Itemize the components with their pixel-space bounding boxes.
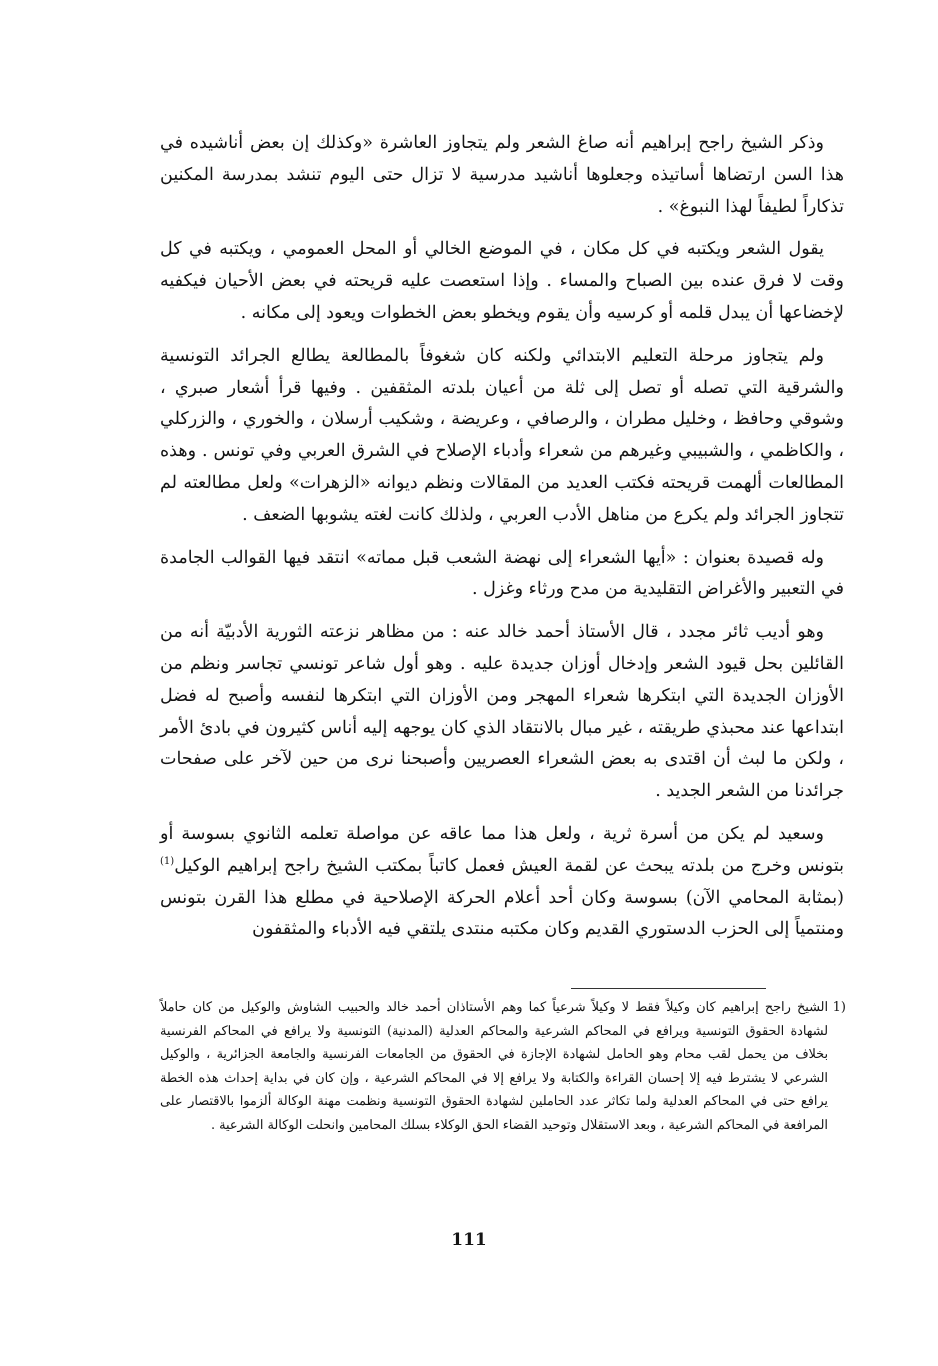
paragraph-4: وله قصيدة بعنوان : «أيها الشعراء إلى نهضة الشعب قبل مماته» انتقد فيها القوالب الجامدة في التعبير والأغراض التقليدية من مدح ورثاء وغزل . (160, 547, 844, 600)
paragraph-5: وهو أديب ثائر مجدد ، قال الأستاذ أحمد خالد عنه : من مظاهر نزعته الثورية الأدبيّة أنه من القائلين بحل قيود الشعر وإدخال أوزان جديدة عليه . وهو أول شاعر تونسي تجاسر ونظم من الأوزان الجديدة التي ابتكرها شعراء المهجر ومن الأوزان التي ابتكرها لنفسه وأصبح له فضل ابتداعها عند محبذي طريقته ، غير مبال بالانتقاد الذي كان يوجهه إليه أناس كثيرون في بادئ الأمر ، ولكن ما لبث أن اقتدى به بعض الشعراء العصريين وأصبحنا نرى من حين لآخر على صفحات جرائدنا من الشعر الجديد . (160, 622, 844, 802)
paragraph-1: وذكر الشيخ راجح إبراهيم أنه صاغ الشعر ولم يتجاوز العاشرة «وكذلك إن بعض أناشيده في هذا السن ارتضاها أساتيذه وجعلوها أناشيد مدرسية لا تزال حتى اليوم تنشد بمدرسة المكنين تذكاراً لطيفاً لهذا النبوغ» . (160, 133, 844, 217)
footnote-marker: (1 (832, 1000, 846, 1015)
paragraph-6 (160, 819, 844, 946)
paragraph-6-text-start: وسعيد لم يكن من أسرة ثرية ، ولعل هذا مما عاقه عن مواصلة تعلمه الثانوي بسوسة أو بتونس وخرج من بلدته يبحث عن لقمة العيش فعمل كاتباً بمكتب الشيخ راجح إبراهيم الوكيل (160, 823, 844, 876)
footnote-text: الشيخ راجح إبراهيم كان وكيلاً فقط لا وكيلاً شرعياً كما وهم الأستاذان أحمد خالد والحبيب الشاوش والوكيل من كان حاملاً لشهادة الحقوق التونسية ويرافع في المحاكم الشرعية والمحاكم العدلية (المدنية) التونسية ولا يرافع في المحاكم الفرنسية بخلاف من يحمل لقب محام وهو الحامل لشهادة الإجازة في الحقوق من الجامعات الفرنسية والجامعة الجزائرية ، والوكيل الشرعي لا يشترط فيه إلا إحسان القراءة والكتابة ولا يرافع إلا في المحاكم الشرعية ، وإن كان في بداية إحداث هذه الخطة يرافع حتى في المحاكم العدلية ولما تكاثر عدد الحاملين لشهادة الحقوق التونسية ونظمت مهنة الوكالة ألزموا بالاقتصار على المرافعة في المحاكم الشرعية ، وبعد الاستقلال وتوحيد القضاء الحق الوكلاء بسلك المحامين وانحلت الوكالة الشرعية . (160, 1000, 828, 1133)
main-text (160, 128, 844, 957)
paragraph-6-text-end: (بمثابة المحامي الآن) بسوسة وكان أحد أعلام الحركة الإصلاحية في مطلع هذا القرن بتونس ومنتمياً إلى الحزب الدستوري القديم وكان مكتبه منتدى يلتقي فيه الأدباء والمثقفون (160, 887, 844, 940)
footnote (160, 996, 846, 1138)
footnote-separator (571, 988, 766, 989)
paragraph-2: يقول الشعر ويكتبه في كل مكان ، في الموضع الخالي أو المحل العمومي ، ويكتبه في كل وقت لا فرق عنده بين الصباح والمساء . وإذا استعصت عليه قريحته في بعض الأحيان فيكفيه لإخضاعها أن يبدل قلمه أو كرسيه وأن يقوم ويخطو بعض الخطوات ويعود إلى مكانه . (160, 239, 844, 323)
footnote-reference: (1) (160, 855, 175, 867)
paragraph-3: ولم يتجاوز مرحلة التعليم الابتدائي ولكنه كان شغوفاً بالمطالعة يطالع الجرائد التونسية والشرقية التي تصله أو تصل إلى ثلة من أعيان بلدته المثقفين . وفيها قرأ أشعار صبري ، وشوقي وحافظ ، وخليل مطران ، والرصافي ، وعريضة ، وشكيب أرسلان ، والخوري ، والزركلي ، والكاظمي ، والشبيبي وغيرهم من شعراء وأدباء الإصلاح في الشرق العربي وفي تونس . وهذه المطالعات ألهمت قريحته فكتب العديد من المقالات ونظم ديوانه «الزهرات» ولعل مطالعته لم تتجاوز الجرائد ولم يكرع من مناهل الأدب العربي ، ولذلك كانت لغته يشوبها الضعف . (160, 345, 844, 525)
page-number: 111 (451, 1230, 487, 1250)
